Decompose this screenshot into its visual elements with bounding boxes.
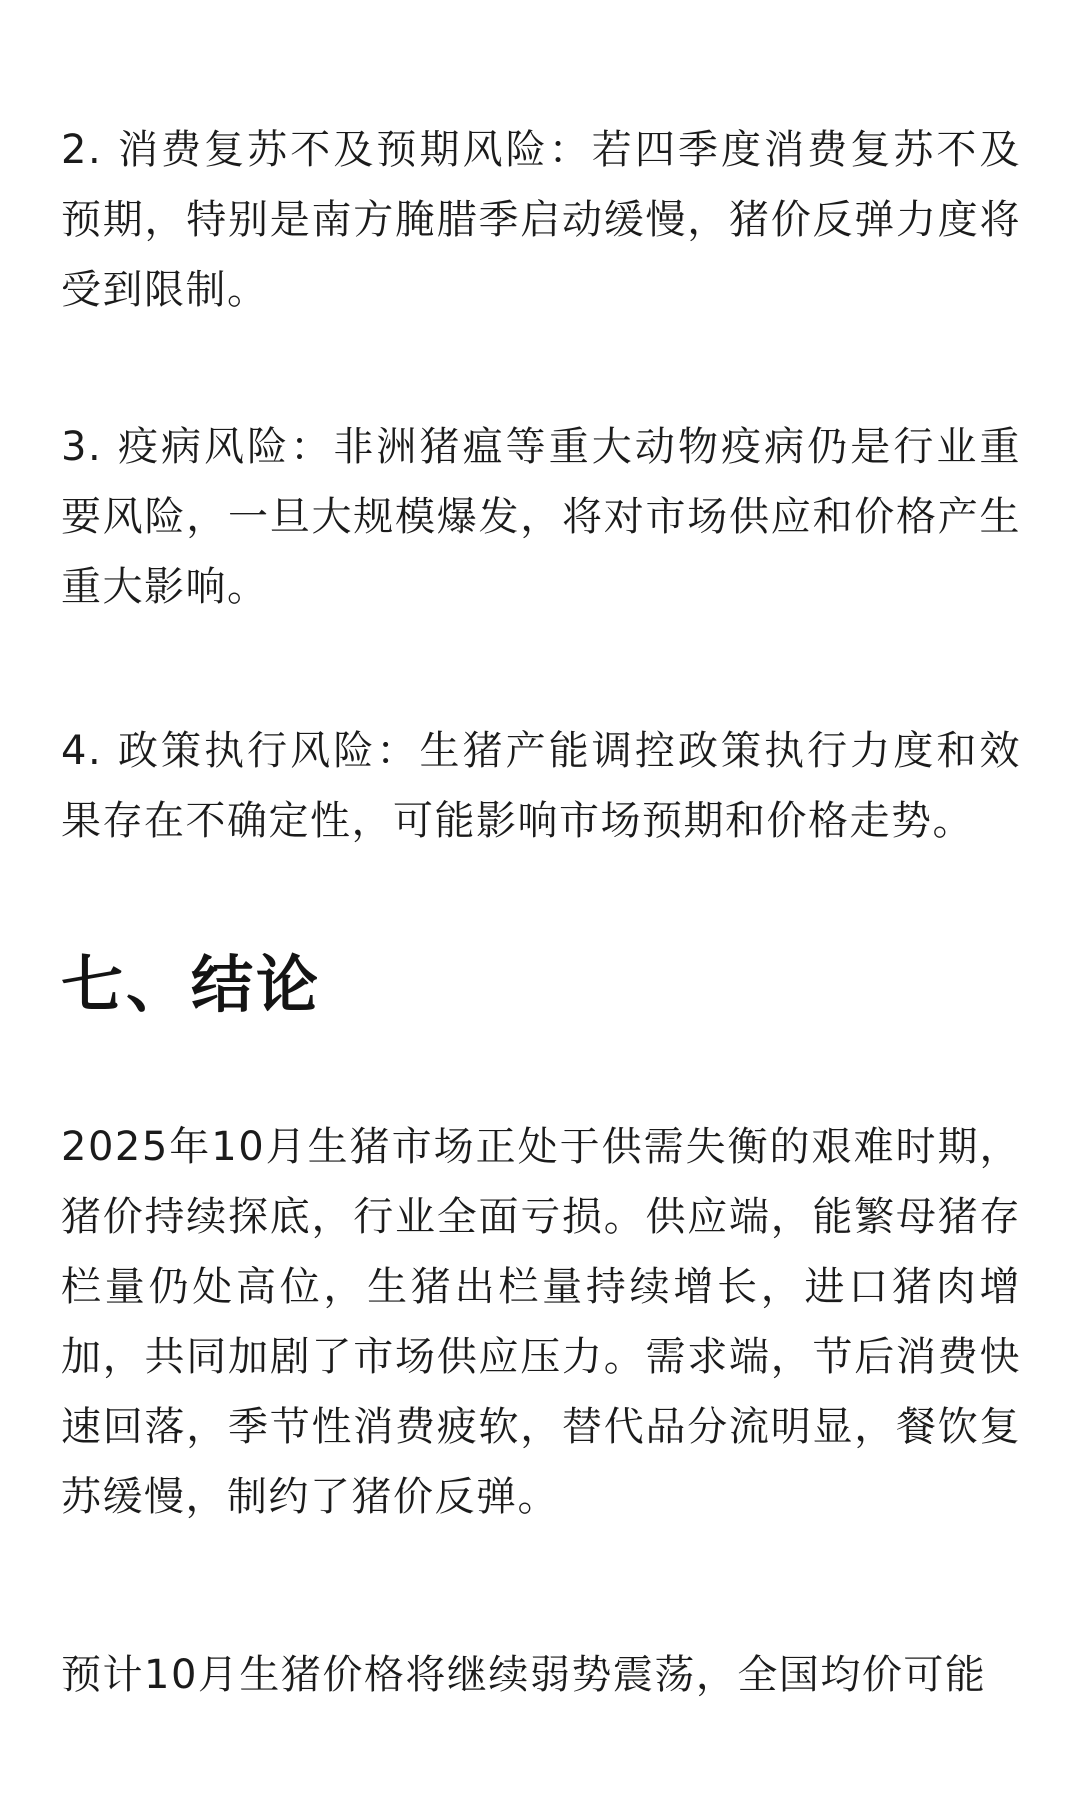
risk-item-policy: 4. 政策执行风险：生猪产能调控政策执行力度和效果存在不确定性，可能影响市场预期和价格走势。 xyxy=(61,728,1021,844)
section-heading-conclusion: 七、结论 xyxy=(61,948,322,1021)
conclusion-paragraph-continued: 预计10月生猪价格将继续弱势震荡，全国均价可能 xyxy=(61,1652,987,1698)
risk-item-consumption: 2. 消费复苏不及预期风险：若四季度消费复苏不及预期，特别是南方腌腊季启动缓慢，猪价反弹力度将受到限制。 xyxy=(61,127,1021,313)
risk-item-epidemic: 3. 疫病风险：非洲猪瘟等重大动物疫病仍是行业重要风险，一旦大规模爆发，将对市场供应和价格产生重大影响。 xyxy=(61,424,1021,610)
conclusion-paragraph: 2025年10月生猪市场正处于供需失衡的艰难时期，猪价持续探底，行业全面亏损。供应端，能繁母猪存栏量仍处高位，生猪出栏量持续增长，进口猪肉增加，共同加剧了市场供应压力。需求端，节后消费快速回落，季节性消费疲软，替代品分流明显，餐饮复苏缓慢，制约了猪价反弹。 xyxy=(61,1124,1021,1520)
